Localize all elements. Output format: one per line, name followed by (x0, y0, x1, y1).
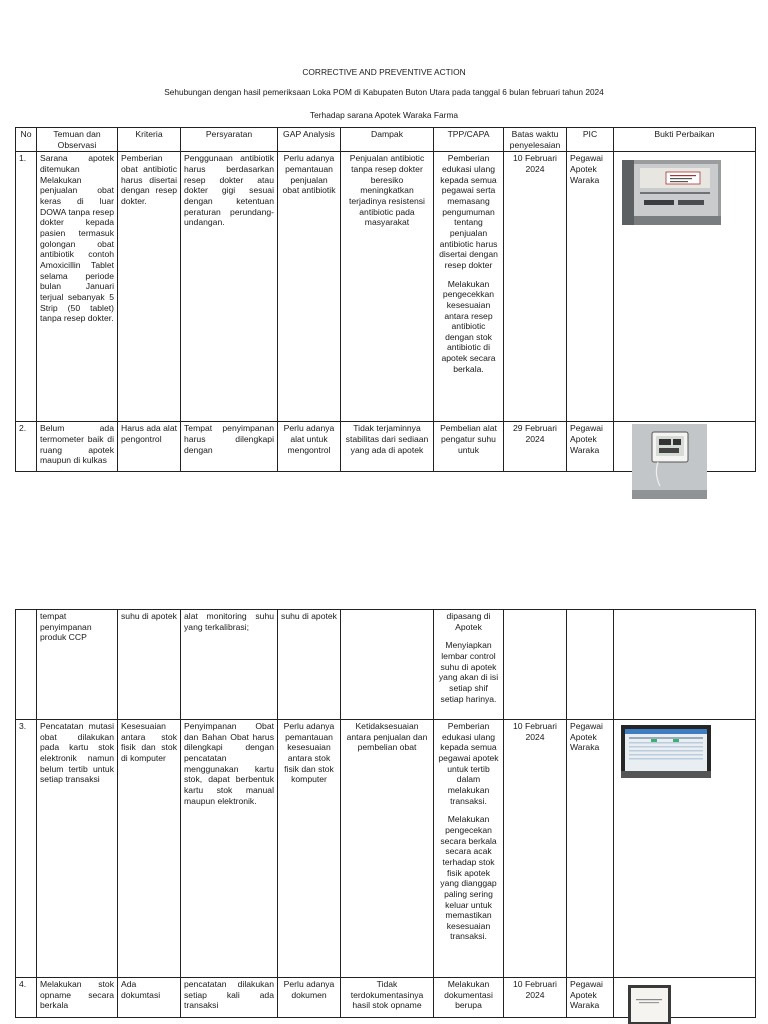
announcement-image (622, 160, 721, 225)
col-header-tpp: TPP/CAPA (434, 128, 504, 152)
col-header-dampak: Dampak (341, 128, 434, 152)
kriteria-cell: Kesesuaian antara stok fisik dan stok di komputer (118, 720, 181, 978)
tpp-cell: Pembelian alat pengatur suhu untuk (434, 422, 504, 472)
pic-cell (567, 610, 614, 720)
kriteria-cell: Ada dokumtasi (118, 978, 181, 1018)
pic-cell: Pegawai Apotek Waraka (567, 152, 614, 422)
col-header-temuan: Temuan dan Observasi (37, 128, 118, 152)
document-subtitle: Sehubungan dengan hasil pemeriksaan Loka POM di Kabupaten Buton Utara pada tanggal 6 bulan februari tahun 2024 (164, 87, 604, 97)
dampak-cell (341, 610, 434, 720)
gap-cell: Perlu adanya pemantauan kesesuaian antara stok fisik dan stok komputer (278, 720, 341, 978)
dampak-cell: Penjualan antibiotic tanpa resep dokter beresiko meningkatkan terjadinya resistensi antibiotic pada masyarakat (341, 152, 434, 422)
gap-cell: suhu di apotek (278, 610, 341, 720)
capa-table-page2 (15, 609, 756, 1018)
kriteria-cell: Harus ada alat pengontrol (118, 422, 181, 472)
evidence-photo-thermometer (632, 424, 707, 499)
tpp-action-1: Pemberian edukasi ulang kepada semua pegawai apotek untuk tertib dalam melakukan transaksi. (438, 721, 499, 806)
tpp-action-1: Pemberian edukasi ulang kepada semua pegawai serta memasang pengumuman tentang penjualan antibiotic harus disertai dengan resep dokter (439, 153, 498, 270)
tpp-action-1: dipasang di Apotek (446, 611, 491, 632)
row-number (16, 610, 37, 720)
temuan-cell: Pencatatan mutasi obat dilakukan pada kartu stok elektronik namun belum tertib untuk setiap transaksi (37, 720, 118, 978)
evidence-photo-announcement (622, 160, 721, 225)
temuan-cell: tempat penyimpanan produk CCP (37, 610, 118, 720)
thermometer-image (632, 424, 707, 499)
col-header-batas: Batas waktu penyelesaian (504, 128, 567, 152)
batas-cell: 10 Februari 2024 (504, 152, 567, 422)
row-number: 4. (16, 978, 37, 1018)
evidence-photo-computer (621, 725, 711, 778)
col-header-persyaratan: Persyaratan (181, 128, 278, 152)
table-header-row (16, 128, 756, 152)
tpp-action-2: Melakukan pengecekan secara berkala secara acak terhadap stok fisik apotek yang dianggap paling sering keluar untuk memastikan kesesuaian transaksi. (440, 814, 497, 942)
persyaratan-cell: Penggunaan antibiotik harus berdasarkan resep dokter atau dokter gigi sesuai dengan ketentuan peraturan perundang-undangan. (181, 152, 278, 422)
gap-cell: Perlu adanya pemantauan penjualan obat antibiotik (278, 152, 341, 422)
kriteria-cell: Pemberian obat antibiotic harus disertai dengan resep dokter. (118, 152, 181, 422)
persyaratan-cell: Penyimpanan Obat dan Bahan Obat harus dilengkapi dengan pencatatan menggunakan kartu stok, dapat berbentuk kartu stok manual maupun elektronik. (181, 720, 278, 978)
table-row (16, 610, 756, 720)
dampak-cell: Ketidaksesuaian antara penjualan dan pembelian obat (341, 720, 434, 978)
persyaratan-cell: pencatatan dilakukan setiap kali ada transaksi (181, 978, 278, 1018)
pic-cell: Pegawai Apotek Waraka (567, 720, 614, 978)
tpp-cell (434, 720, 504, 978)
computer-screen-image (621, 725, 711, 778)
gap-cell: Perlu adanya alat untuk mengontrol (278, 422, 341, 472)
dampak-cell: Tidak terjaminnya stabilitas dari sediaan yang ada di apotek (341, 422, 434, 472)
pic-cell: Pegawai Apotek Waraka (567, 978, 614, 1018)
tpp-action-2: Melakukan pengecekkan kesesuaian antara resep antibiotic dengan stok antibiotic di apotek secara berkala. (441, 278, 496, 374)
tpp-cell (434, 610, 504, 720)
col-header-gap: GAP Analysis (278, 128, 341, 152)
col-header-bukti: Bukti Perbaikan (614, 128, 756, 152)
persyaratan-cell: alat monitoring suhu yang terkalibrasi; (181, 610, 278, 720)
evidence-photo-document (628, 985, 671, 1024)
persyaratan-cell: Tempat penyimpanan harus dilengkapi dengan (181, 422, 278, 472)
document-target: Terhadap sarana Apotek Waraka Farma (309, 110, 459, 120)
document-title: CORRECTIVE AND PREVENTIVE ACTION (302, 67, 466, 77)
row-number: 3. (16, 720, 37, 978)
kriteria-cell: suhu di apotek (118, 610, 181, 720)
temuan-cell: Melakukan stok opname secara berkala (37, 978, 118, 1018)
col-header-no: No (16, 128, 37, 152)
row-number: 1. (16, 152, 37, 422)
document-image (628, 985, 671, 1024)
batas-cell (504, 610, 567, 720)
tpp-cell: Melakukan dokumentasi berupa (434, 978, 504, 1018)
gap-cell: Perlu adanya dokumen (278, 978, 341, 1018)
tpp-cell (434, 152, 504, 422)
pic-cell: Pegawai Apotek Waraka (567, 422, 614, 472)
batas-cell: 10 Februari 2024 (504, 978, 567, 1018)
col-header-pic: PIC (567, 128, 614, 152)
row-number: 2. (16, 422, 37, 472)
temuan-cell: Belum ada termometer baik di ruang apotek maupun di kulkas (37, 422, 118, 472)
bukti-cell (614, 610, 756, 720)
tpp-action-2: Menyiapkan lembar control suhu di apotek yang akan di isi setiap shif setiap harinya. (438, 640, 499, 704)
dampak-cell: Tidak terdokumentasinya hasil stok opname (341, 978, 434, 1018)
col-header-kriteria: Kriteria (118, 128, 181, 152)
temuan-cell: Sarana apotek ditemukan Melakukan penjualan obat keras di luar DOWA tanpa resep dokter kepada pasien termasuk golongan obat antibiotik contoh Amoxicillin Tablet selama periode bulan Januari terjual sebanyak 5 Strip (50 tablet) tanpa resep dokter. (37, 152, 118, 422)
batas-cell: 10 Februari 2024 (504, 720, 567, 978)
batas-cell: 29 Februari 2024 (504, 422, 567, 472)
